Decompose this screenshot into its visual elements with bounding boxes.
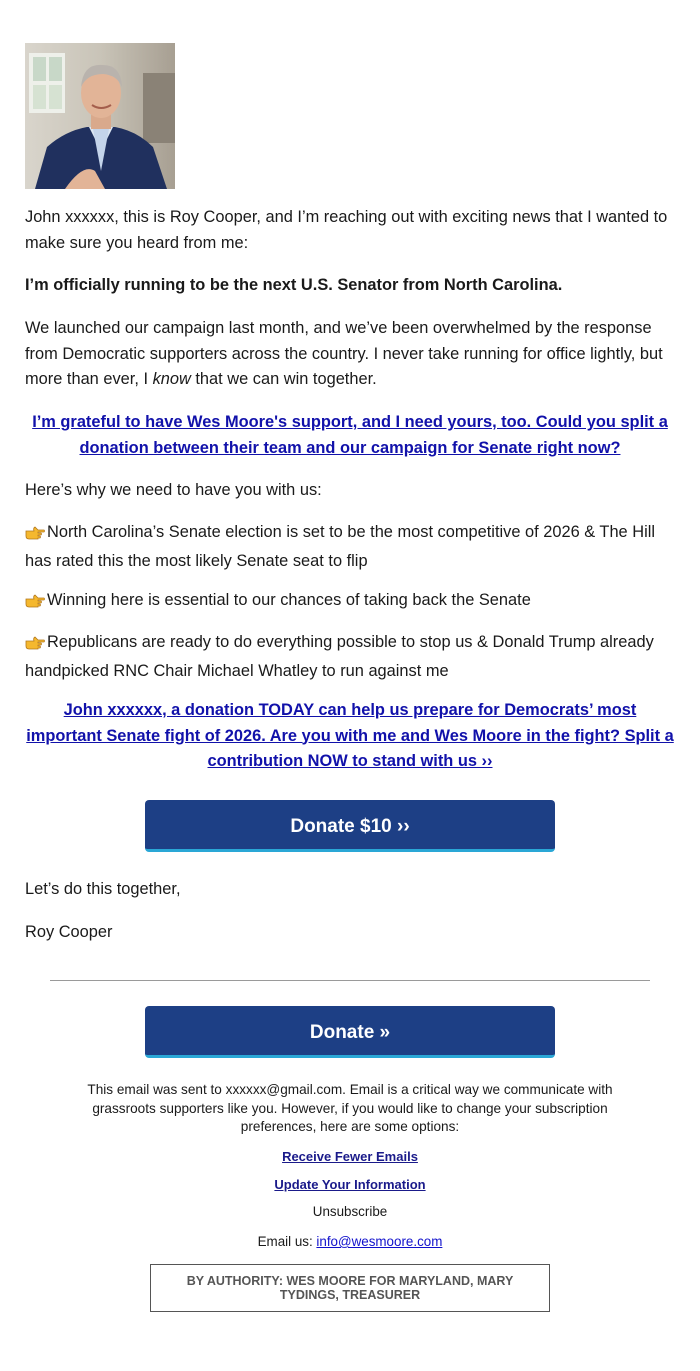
campaign-text-end: that we can win together. (190, 370, 377, 388)
why-paragraph: Here’s why we need to have you with us: (25, 481, 322, 499)
support-link-block (25, 410, 675, 461)
email-us-label: Email us: (257, 1234, 317, 1249)
portrait-image (25, 43, 175, 189)
pointing-hand-icon (25, 523, 47, 549)
pointing-hand-icon (25, 633, 47, 659)
update-information-link[interactable]: Update Your Information (274, 1177, 426, 1192)
bullet-item-3 (25, 630, 680, 684)
candidate-photo (25, 43, 175, 189)
footer-notice: This email was sent to xxxxxx@gmail.com. Email is a critical way we communicate with grassroots supporters like you. However, if you would like to change your subscription preferences, here are some options: (87, 1082, 613, 1134)
donate-today-link[interactable]: John xxxxxx, a donation TODAY can help us prepare for Democrats’ most important Senate fight of 2026. Are you with me and Wes Moore in the fight? Split a contribution NOW to stand with us ›› (26, 701, 674, 770)
contact-email-link[interactable]: info@wesmoore.com (316, 1234, 443, 1249)
update-info-link-wrap (150, 1177, 550, 1192)
campaign-emphasis: know (152, 370, 191, 388)
support-donation-link[interactable]: I’m grateful to have Wes Moore's support, and I need yours, too. Could you split a donation between their team and our campaign for Senate right now? (32, 413, 668, 457)
bullet-text: North Carolina’s Senate election is set to be the most competitive of 2026 & The Hill has rated this the most likely Senate seat to flip (25, 523, 655, 570)
donate-button[interactable]: Donate » (145, 1006, 555, 1058)
bullet-text: Republicans are ready to do everything possible to stop us & Donald Trump already handpicked RNC Chair Michael Whatley to run against me (25, 633, 654, 680)
donate-10-button[interactable]: Donate $10 ›› (145, 800, 555, 852)
announcement-paragraph: I’m officially running to be the next U.S. Senator from North Carolina. (25, 276, 563, 294)
authority-disclaimer (150, 1264, 550, 1312)
receive-fewer-emails-link[interactable]: Receive Fewer Emails (282, 1149, 418, 1164)
bullet-item-2 (25, 588, 680, 617)
unsubscribe-link[interactable]: Unsubscribe (312, 1204, 388, 1219)
bullet-item-1 (25, 520, 680, 574)
intro-paragraph: John xxxxxx, this is Roy Cooper, and I’m reaching out with exciting news that I wanted to make sure you heard from me: (25, 208, 668, 252)
signature-text: Roy Cooper (25, 923, 113, 941)
email-us-line (150, 1234, 550, 1249)
campaign-paragraph (25, 316, 680, 393)
closing-text: Let’s do this together, (25, 880, 181, 898)
bullet-text: Winning here is essential to our chances of taking back the Senate (47, 591, 531, 609)
donate-link-block (25, 698, 675, 775)
fewer-emails-link-wrap (150, 1149, 550, 1164)
authority-text: BY AUTHORITY: WES MOORE FOR MARYLAND, MARY TYDINGS, TREASURER (186, 1274, 514, 1302)
pointing-hand-icon (25, 591, 47, 617)
divider (50, 980, 650, 981)
campaign-text-start: We launched our campaign last month, and we’ve been overwhelmed by the response from Democratic supporters across the country. I never take running for office lightly, but more than ever, I (25, 319, 663, 388)
